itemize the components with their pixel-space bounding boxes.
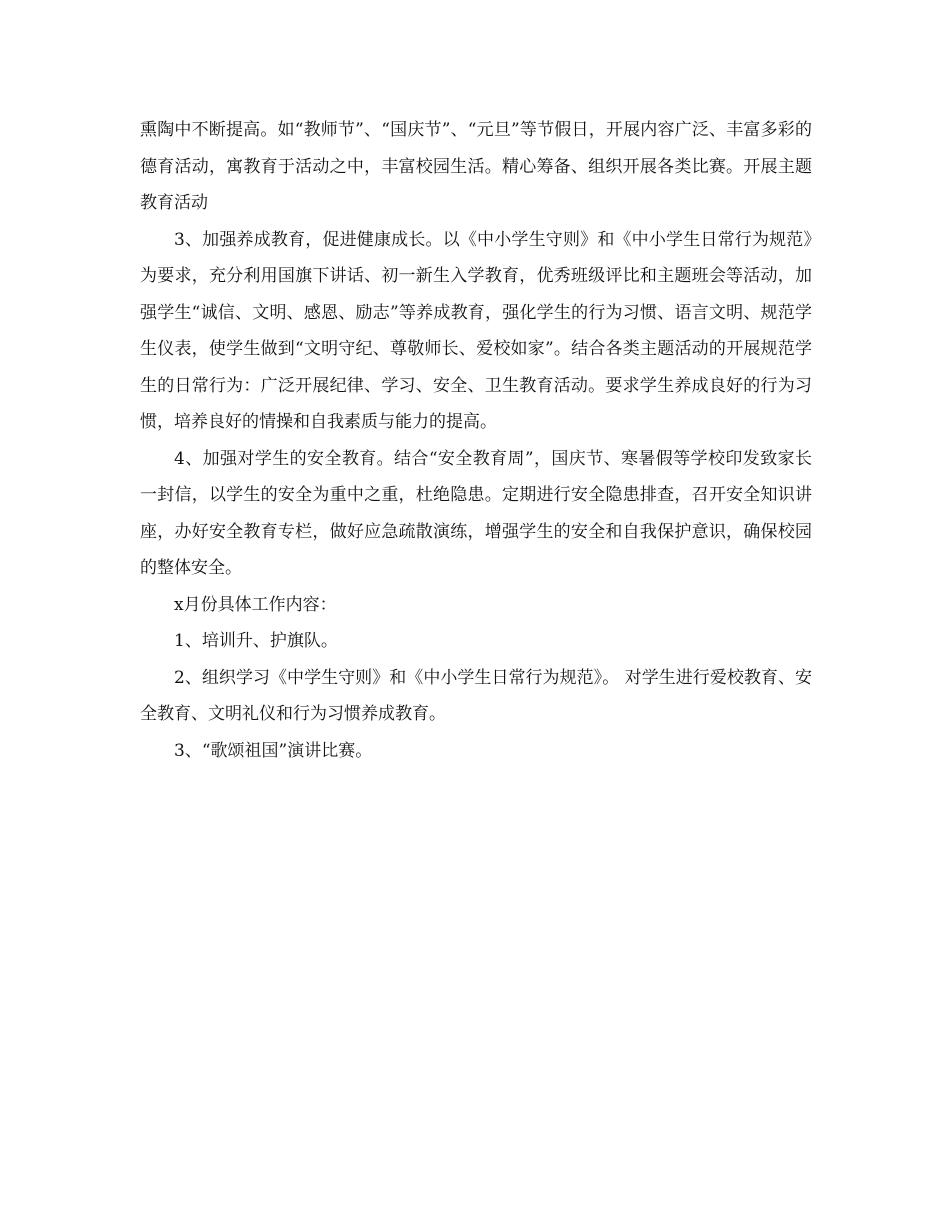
list-item-1: 1、培训升、护旗队。 — [174, 631, 338, 651]
list-item-2: 2、组织学习《中学生守则》和《中小学生日常行为规范》。 对学生进行爱校教育、安全教育、文明礼仪和行为习惯养成教育。 — [140, 667, 812, 724]
paragraph-continuation: 熏陶中不断提高。如“教师节”、“国庆节”、“元旦”等节假日，开展内容广泛、丰富多彩的德育活动，寓教育于活动之中，丰富校园生活。精心筹备、组织开展各类比赛。开展主题教育活动 — [140, 120, 812, 213]
paragraph-monthly-heading: x月份具体工作内容： — [174, 594, 337, 615]
list-item-3: 3、“歌颂祖国”演讲比赛。 — [174, 740, 373, 761]
paragraph-habit-education: 3、加强养成教育，促进健康成长。以《中小学生守则》和《中小学生日常行为规范》为要求，充分利用国旗下讲话、初一新生入学教育，优秀班级评比和主题班会等活动，加强学生“诚信、文明、感恩、励志”等养成教育，强化学生的行为习惯、语言文明、规范学生仪表，使学生做到“文明守纪、尊敬师长、爱校如家”。结合各类主题活动的开展规范学生的日常行为：广泛开展纪律、学习、安全、卫生教育活动。要求学生养成良好的行为习惯，培养良好的情操和自我素质与能力的提高。 — [140, 229, 812, 432]
document-body — [140, 112, 812, 769]
paragraph-safety-education: 4、加强对学生的安全教育。结合“安全教育周”，国庆节、寒暑假等学校印发致家长一封信，以学生的安全为重中之重，杜绝隐患。定期进行安全隐患排查，召开安全知识讲座，办好安全教育专栏，做好应急疏散演练，增强学生的安全和自我保护意识，确保校园的整体安全。 — [140, 448, 812, 578]
